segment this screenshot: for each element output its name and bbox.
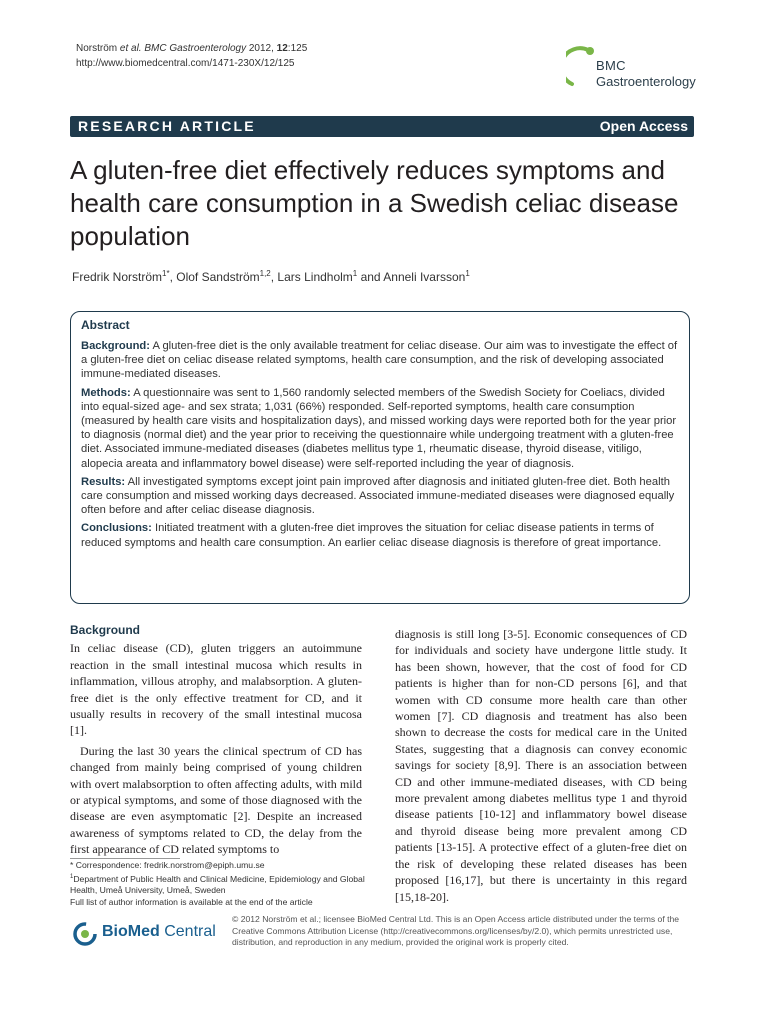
abstract-methods-text: A questionnaire was sent to 1,560 randomly selected members of the Swedish Society for Coeliacs, divided into equal-sized age- and sex strata; 1,031 (66%) responded. Self-reported symptoms, health care consumption (measured by health care visits and hospitalization days), and missed working days were reported both for the year prior to diagnosis (normal diet) and the year prior to receiving the questionnaire while undergoing treatment with a gluten-free diet. Associated immune-mediated diseases (diabetes mellitus type 1, rheumatic disease, thyroid disease, vitiligo, alopecia areata and inflammatory bowel disease) were self-reported including the year of diagnosis.: [81, 386, 677, 470]
body-paragraph: In celiac disease (CD), gluten triggers an autoimmune reaction in the small intestinal mucosa which results in inflammation, villous atrophy, and malabsorption. A gluten-free diet is the only effective treatment for CD, and it usually results in recovery of the small intestinal mucosa [1].: [70, 641, 362, 738]
citation-line: [76, 41, 307, 56]
abstract-box: [70, 311, 690, 604]
publisher-logo-text: [102, 923, 216, 941]
citation-authors: Norström: [76, 43, 118, 54]
author-info-note: Full list of author information is available at the end of the article: [70, 897, 313, 908]
footnotes: [70, 860, 370, 909]
author-affiliation-sup: 1,2: [259, 269, 271, 278]
affiliation-note: [70, 872, 370, 897]
abstract-results-text: All investigated symptoms except joint pain improved after diagnosis and initiated gluten-free diet. Both health care consumption and missed working days decreased. Associated immune-mediated diseases were diagnosed equally often before and after celiac disease diagnosis.: [81, 475, 675, 517]
citation-volume: 12: [276, 43, 288, 54]
publisher-logo-bold: BioMed: [102, 923, 160, 940]
author-name: Olof Sandström: [176, 270, 260, 284]
author-affiliation-sup: 1: [352, 269, 358, 278]
author-affiliation-sup: 1: [465, 269, 470, 278]
abstract-results: [81, 475, 679, 518]
affiliation-sup: 1: [70, 873, 74, 880]
abstract-methods-label: Methods:: [81, 386, 131, 399]
citation-url[interactable]: http://www.biomedcentral.com/1471-230X/12/125: [76, 58, 295, 69]
journal-logo-icon: [566, 44, 598, 94]
publisher-logo: [72, 921, 232, 947]
abstract-heading: Abstract: [81, 318, 130, 332]
abstract-results-label: Results:: [81, 475, 126, 488]
author-affiliation-sup: 1*: [162, 269, 170, 278]
author-name: Anneli Ivarsson: [383, 270, 466, 284]
biomed-logo-icon: [72, 921, 98, 947]
abstract-background-text: A gluten-free diet is the only available treatment for celiac disease. Our aim was to investigate the effect of a gluten-free diet on celiac disease related symptoms, health care consumption, and the risk of developing associated immune-mediated diseases.: [81, 340, 678, 381]
article-type: RESEARCH ARTICLE: [78, 118, 256, 134]
article-title: A gluten-free diet effectively reduces symptoms and health care consumption in a Swedish celiac disease population: [70, 155, 679, 251]
author-separator: ,: [169, 270, 177, 284]
abstract-background: [81, 339, 679, 382]
body-paragraph: diagnosis is still long [3-5]. Economic consequences of CD for individuals and society have undergone little study. It has been shown, however, that the cost of food for CD patients is higher than for non-CD persons [6], and that women with CD consume more health care than other women [7]. CD diagnosis and treatment has also been shown to decrease the costs for medical care in the United States, suggesting that a diagnosis can convey economic savings for society [8,9]. There is an association between CD and other immune-mediated diseases, with CD being more prevalent among diabetes mellitus type 1 and thyroid disease patients [10-12] and inflammatory bowel disease and thyroid disease being more prevalent among CD patients [13-15]. A protective effect of a gluten-free diet on the risk of developing these related diseases has been proposed [16,17], but there is uncertainty in this regard [15,18-20].: [395, 627, 687, 904]
open-access-label: Open Access: [599, 118, 688, 134]
author-list: [72, 266, 692, 285]
journal-logo-name: Gastroenterology: [596, 74, 696, 89]
abstract-body: [81, 339, 679, 554]
abstract-conclusions-text: Initiated treatment with a gluten-free diet improves the situation for celiac disease patients in terms of reduced symptoms and health care consumption. An earlier celiac disease diagnosis is therefore of great importance.: [81, 522, 662, 549]
journal-logo: [566, 42, 706, 102]
citation-journal: et al. BMC Gastroenterology: [119, 43, 247, 54]
body-column-right: [395, 626, 687, 909]
affiliation-text: Department of Public Health and Clinical Medicine, Epidemiology and Global Health, Umeå University, Umeå, Sweden: [70, 873, 365, 896]
correspondence-note[interactable]: * Correspondence: fredrik.norstrom@epiph.umu.se: [70, 860, 265, 870]
citation: [76, 41, 307, 71]
journal-logo-bmc: BMC: [596, 58, 626, 73]
article-type-banner: [70, 116, 694, 137]
footnote-divider: [70, 858, 180, 859]
abstract-conclusions: [81, 521, 679, 549]
author-separator: ,: [270, 270, 278, 284]
abstract-background-label: Background:: [81, 340, 150, 352]
license-text: © 2012 Norström et al.; licensee BioMed Central Ltd. This is an Open Access article distributed under the terms of the Creative Commons Attribution License (http://creativecommons.org/licenses/by/2.0), which permits unrestricted use, distribution, and reproduction in any medium, provided the original work is properly cited.: [232, 914, 680, 948]
section-heading-background: Background: [70, 623, 141, 637]
publisher-logo-rest: Central: [159, 923, 216, 940]
abstract-methods: [81, 386, 679, 471]
abstract-conclusions-label: Conclusions:: [81, 522, 152, 535]
author-name: Lars Lindholm: [277, 270, 353, 284]
author-separator: and: [357, 270, 384, 284]
body-paragraph: During the last 30 years the clinical spectrum of CD has changed from mainly being comprised of young children with overt malabsorption to often affecting adults, with mild or atypical symptoms, and some of those diagnosed with the disease are even asymptomatic [2]. Despite an increased awareness of symptoms related to CD, the delay from the first appearance of CD related symptoms to: [70, 743, 362, 857]
citation-year: 2012,: [246, 43, 277, 54]
citation-article: :125: [287, 43, 308, 54]
body-column-left: [70, 622, 362, 862]
author-name: Fredrik Norström: [72, 270, 163, 284]
